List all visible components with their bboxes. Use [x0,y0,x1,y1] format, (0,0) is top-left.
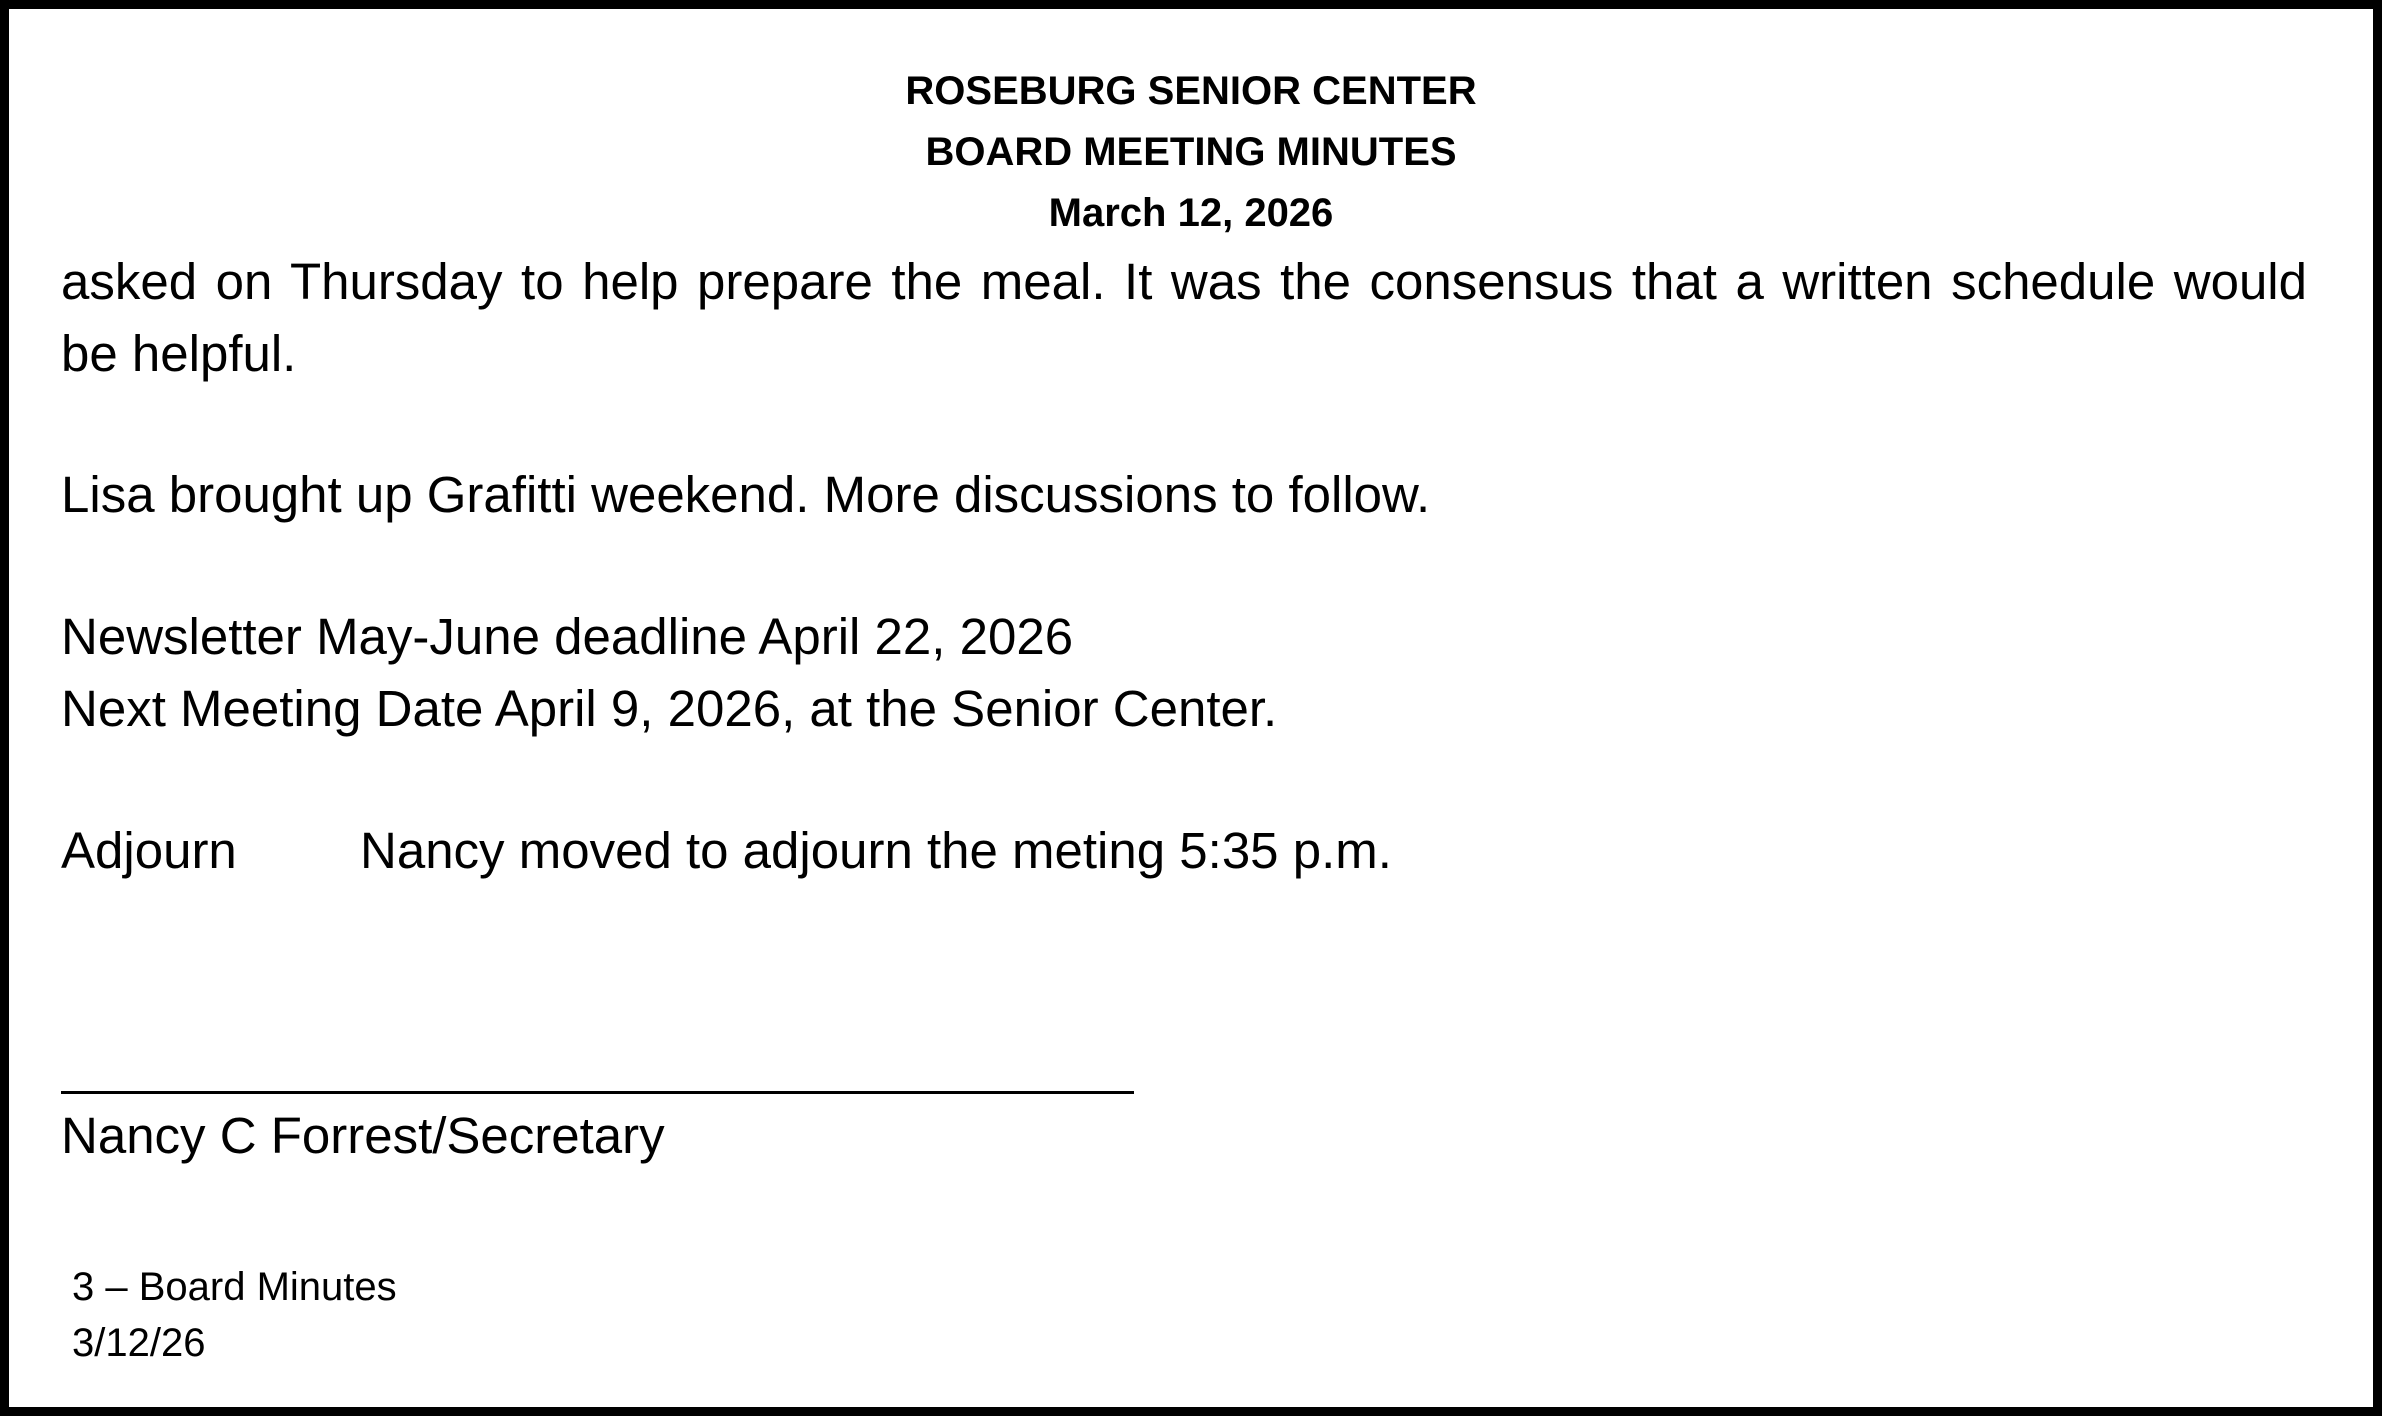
paragraph-grafitti-weekend: Lisa brought up Grafitti weekend. More discussions to follow. [61,466,1431,523]
signature-line [61,1091,1134,1094]
organization-name: ROSEBURG SENIOR CENTER [905,69,1477,113]
document-header [9,61,2373,244]
paragraph-meal-schedule: asked on Thursday to help prepare the meal. It was the consensus that a written schedule would be helpful. [61,253,2307,382]
newsletter-deadline: Newsletter May-June deadline April 22, 2026 [61,608,1074,665]
meeting-date: March 12, 2026 [1048,191,1334,235]
adjourn-label: Adjourn [61,822,237,879]
footer-page-label: 3 – Board Minutes [72,1265,397,1309]
document-title: BOARD MEETING MINUTES [925,130,1457,174]
secretary-name: Nancy C Forrest/Secretary [61,1107,665,1164]
next-meeting-date: Next Meeting Date April 9, 2026, at the Senior Center. [61,680,1278,737]
adjourn-motion: Nancy moved to adjourn the meting 5:35 p.m. [360,822,1392,879]
footer-date: 3/12/26 [72,1321,206,1365]
